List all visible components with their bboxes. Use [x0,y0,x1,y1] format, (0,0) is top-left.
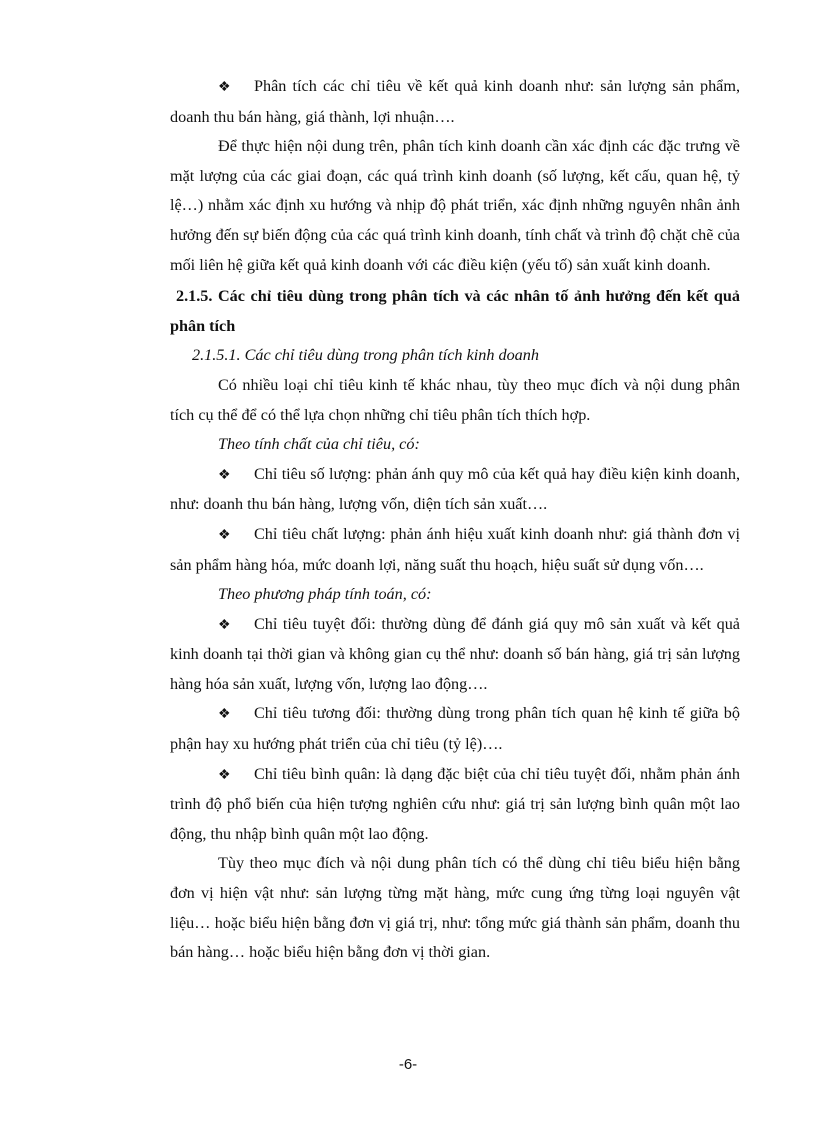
bullet-text: Chỉ tiêu chất lượng: phản ánh hiệu xuất kinh doanh như: giá thành đơn vị sản phẩm hàng hóa, mức doanh lợi, năng suất thu hoạch, hiệu suất sử dụng vốn…. [170,524,740,574]
subsection-heading-2-1-5-1: 2.1.5.1. Các chỉ tiêu dùng trong phân tích kinh doanh [192,346,539,365]
section-heading-2-1-5: 2.1.5. Các chỉ tiêu dùng trong phân tích và các nhân tố ảnh hưởng đến kết quả phân tích [170,287,740,335]
bullet-paragraph-relative [170,699,740,759]
bullet-diamond-icon: ❖ [218,527,231,543]
bullet-text: Chỉ tiêu số lượng: phản ánh quy mô của kết quả hay điều kiện kinh doanh, như: doanh thu bán hàng, lượng vốn, diện tích sản xuất…. [170,464,740,514]
paragraph-units: Tùy theo mục đích và nội dung phân tích có thể dùng chỉ tiêu biểu hiện bằng đơn vị hiện vật như: sản lượng từng mặt hàng, mức cung ứng từng loại nguyên vật liệu… hoặc biểu hiện bằng đơn vị giá trị, như: tổng mức giá thành sản phẩm, doanh thu bán hàng… hoặc biểu hiện bằng đơn vị thời gian. [170,854,740,962]
paragraph-indicator-types: Có nhiều loại chỉ tiêu kinh tế khác nhau, tùy theo mục đích và nội dung phân tích cụ thể để có thể lựa chọn những chỉ tiêu phân tích thích hợp. [170,375,740,424]
bullet-paragraph-average [170,760,740,850]
bullet-diamond-icon: ❖ [218,767,231,783]
bullet-diamond-icon: ❖ [218,707,231,723]
bullet-diamond-icon: ❖ [218,617,231,633]
bullet-paragraph-quantity [170,460,740,520]
bullet-diamond-icon: ❖ [218,80,231,95]
bullet-text: Chỉ tiêu bình quân: là dạng đặc biệt của chỉ tiêu tuyệt đối, nhằm phản ánh trình độ phổ biến của hiện tượng nghiên cứu như: giá trị sản lượng bình quân một lao động, thu nhập bình quân một lao động. [170,764,740,843]
page-number: -6- [398,1056,418,1073]
bullet-paragraph-quality [170,520,740,580]
bullet-paragraph-absolute [170,610,740,700]
intro-by-method: Theo phương pháp tính toán, có: [218,585,432,604]
paragraph-analysis-content: Để thực hiện nội dung trên, phân tích kinh doanh cần xác định các đặc trưng về mặt lượng của các giai đoạn, các quá trình kinh doanh (số lượng, kết cấu, quan hệ, tỷ lệ…) nhằm xác định xu hướng và nhịp độ phát triển, xác định những nguyên nhân ảnh hưởng đến sự biến động của các quá trình kinh doanh, tính chất và trình độ chặt chẽ của mối liên hệ giữa kết quả kinh doanh với các điều kiện (yếu tố) sản xuất kinh doanh. [170,137,740,274]
bullet-text: Phân tích các chỉ tiêu về kết quả kinh doanh như: sản lượng sản phẩm, doanh thu bán hàng, giá thành, lợi nhuận…. [170,77,740,126]
bullet-text: Chỉ tiêu tương đối: thường dùng trong phân tích quan hệ kinh tế giữa bộ phận hay xu hướng phát triển của chỉ tiêu (tỷ lệ)…. [170,704,740,754]
bullet-paragraph-results [170,72,740,132]
bullet-text: Chỉ tiêu tuyệt đối: thường dùng để đánh giá quy mô sản xuất và kết quả kinh doanh tại thời gian và không gian cụ thể như: doanh số bán hàng, giá trị sản lượng hàng hóa sản xuất, lượng vốn, lượng lao động…. [170,614,740,693]
intro-by-nature: Theo tính chất của chỉ tiêu, có: [218,435,420,454]
page-content [170,72,740,968]
bullet-diamond-icon: ❖ [218,467,231,483]
